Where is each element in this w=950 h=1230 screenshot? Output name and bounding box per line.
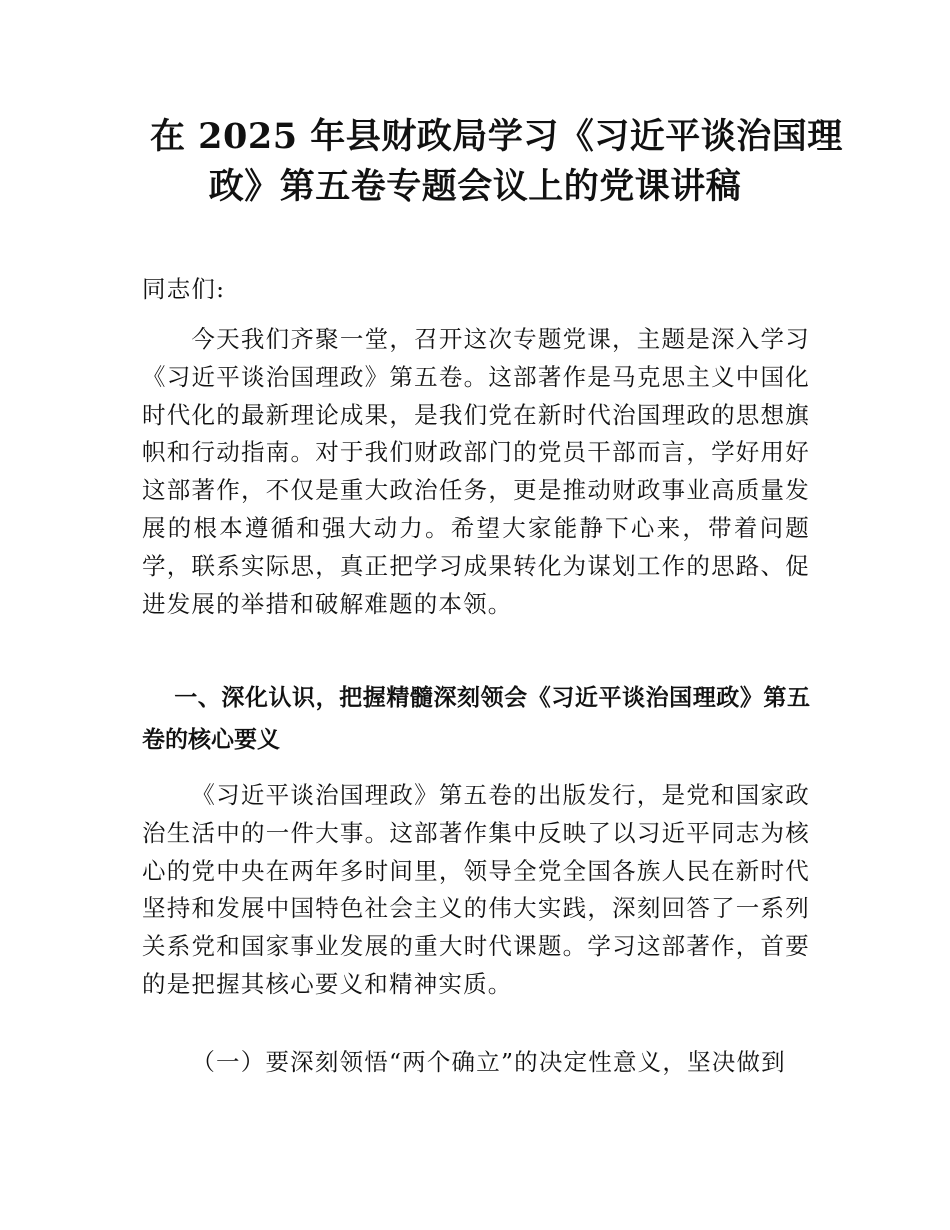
section-1-paragraph: 《习近平谈治国理政》第五卷的出版发行，是党和国家政治生活中的一件大事。这部著作集中反映了以习近平同志为核心的党中央在两年多时间里，领导全党全国各族人民在新时代坚持和发展中国特色社会主义的伟大实践，深刻回答了一系列关系党和国家事业发展的重大时代课题。学习这部著作，首要的是把握其核心要义和精神实质。 bbox=[142, 781, 810, 998]
subsection-1-heading: （一）要深刻领悟“两个确立”的决定性意义，坚决做到 bbox=[191, 1048, 786, 1076]
section-1-heading: 一、深化认识，把握精髓深刻领会《习近平谈治国理政》第五卷的核心要义 bbox=[142, 685, 810, 753]
document-title bbox=[150, 112, 843, 212]
salutation: 同志们: bbox=[142, 275, 226, 303]
intro-paragraph: 今天我们齐聚一堂，召开这次专题党课，主题是深入学习《习近平谈治国理政》第五卷。这部著作是马克思主义中国化时代化的最新理论成果，是我们党在新时代治国理政的思想旗帜和行动指南。对于我们财政部门的党员干部而言，学好用好这部著作，不仅是重大政治任务，更是推动财政事业高质量发展的根本遵循和强大动力。希望大家能静下心来，带着问题学，联系实际思，真正把学习成果转化为谋划工作的思路、促进发展的举措和破解难题的本领。 bbox=[142, 325, 810, 618]
title-line-1: 在 2025 年县财政局学习《习近平谈治国理 bbox=[150, 116, 843, 157]
title-line-2: 政》第五卷专题会议上的党课讲稿 bbox=[208, 166, 742, 207]
